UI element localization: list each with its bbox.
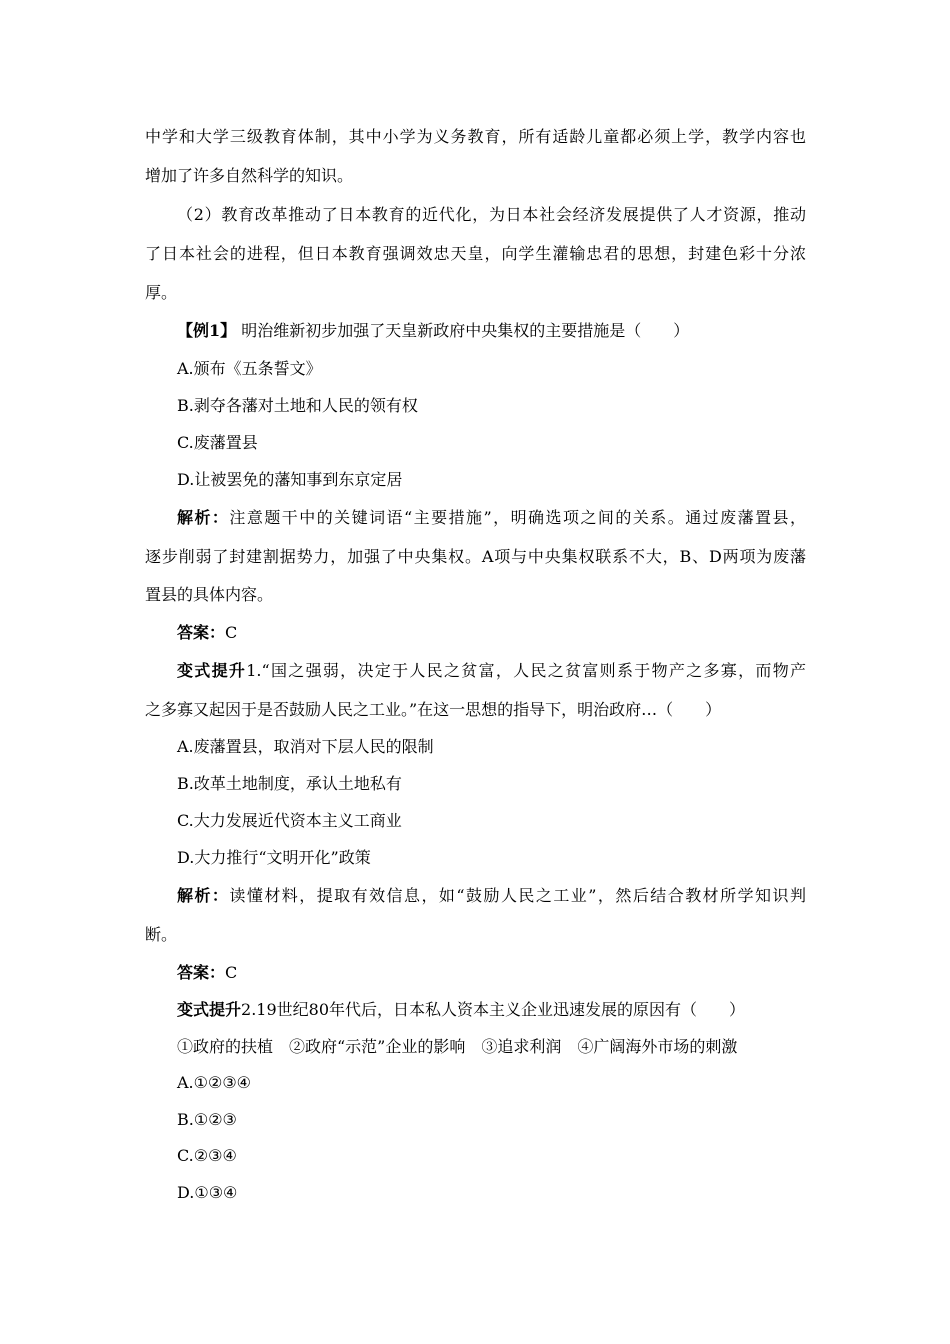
analysis-label: 解析：: [177, 886, 230, 905]
paragraph-line: 断。: [145, 925, 178, 944]
variant-2-option-c: C.②③④: [177, 1146, 237, 1165]
variant-1-option-b: B.改革土地制度，承认土地私有: [177, 774, 402, 793]
example-1-option-a: A.颁布《五条誓文》: [177, 359, 322, 378]
example-1-question: [177, 321, 689, 341]
variant-1-option-c: C.大力发展近代资本主义工商业: [177, 811, 402, 830]
variant-label: 变式提升: [177, 1000, 242, 1019]
variant-2-option-b: B.①②③: [177, 1110, 237, 1129]
answer-value: C: [225, 963, 238, 982]
variant-2-option-a: A.①②③④: [177, 1073, 252, 1092]
answer-label: 答案：: [177, 963, 226, 982]
variant-1-question: [177, 661, 806, 681]
paragraph-line: 逐步削弱了封建割据势力，加强了中央集权。A项与中央集权联系不大，B、D两项为废藩: [145, 547, 806, 566]
example-1-tag: 【例1】: [177, 321, 237, 340]
paragraph-line: 厚。: [145, 283, 178, 302]
variant-label: 变式提升: [177, 661, 247, 680]
paragraph-line: 之多寡又起因于是否鼓励人民之工业。”在这一思想的指导下，明治政府…（ ）: [145, 700, 722, 719]
paragraph-line: 增加了许多自然科学的知识。: [145, 166, 354, 185]
example-1-option-c: C.废藩置县: [177, 433, 258, 452]
paragraph-line: 置县的具体内容。: [145, 585, 274, 604]
variant-2-question-text: 2.19世纪80年代后，日本私人资本主义企业迅速发展的原因有（ ）: [241, 1000, 746, 1019]
variant-2-option-d: D.①③④: [177, 1183, 238, 1202]
variant-1-option-a: A.废藩置县，取消对下层人民的限制: [177, 737, 434, 756]
variant-2-question: [177, 1000, 745, 1020]
example-1-question-text: 明治维新初步加强了天皇新政府中央集权的主要措施是（ ）: [241, 321, 690, 340]
variant-1-question-text: 1.“国之强弱，决定于人民之贫富，人民之贫富则系于物产之多寡，而物产: [246, 661, 806, 680]
analysis-label: 解析：: [177, 508, 230, 527]
variant-1-option-d: D.大力推行“文明开化”政策: [177, 848, 371, 867]
paragraph-line: 了日本社会的进程，但日本教育强调效忠天皇，向学生灌输忠君的思想，封建色彩十分浓: [145, 244, 806, 263]
variant-1-answer: [177, 963, 237, 983]
answer-label: 答案：: [177, 623, 226, 642]
example-1-option-d: D.让被罢免的藩知事到东京定居: [177, 470, 403, 489]
paragraph-line: 中学和大学三级教育体制，其中小学为义务教育，所有适龄儿童都必须上学，教学内容也: [145, 127, 806, 146]
variant-1-analysis: [177, 886, 806, 906]
paragraph-line: （2）教育改革推动了日本教育的近代化，为日本社会经济发展提供了人才资源，推动: [177, 205, 806, 224]
analysis-text: 读懂材料，提取有效信息，如“鼓励人民之工业”，然后结合教材所学知识判: [229, 886, 806, 905]
example-1-answer: [177, 623, 237, 643]
example-1-analysis: [177, 508, 806, 528]
analysis-text: 注意题干中的关键词语“主要措施”，明确选项之间的关系。通过废藩置县，: [229, 508, 806, 527]
example-1-option-b: B.剥夺各藩对土地和人民的领有权: [177, 396, 418, 415]
variant-2-items: ①政府的扶植 ②政府“示范”企业的影响 ③追求利润 ④广阔海外市场的刺激: [177, 1037, 738, 1056]
answer-value: C: [225, 623, 238, 642]
